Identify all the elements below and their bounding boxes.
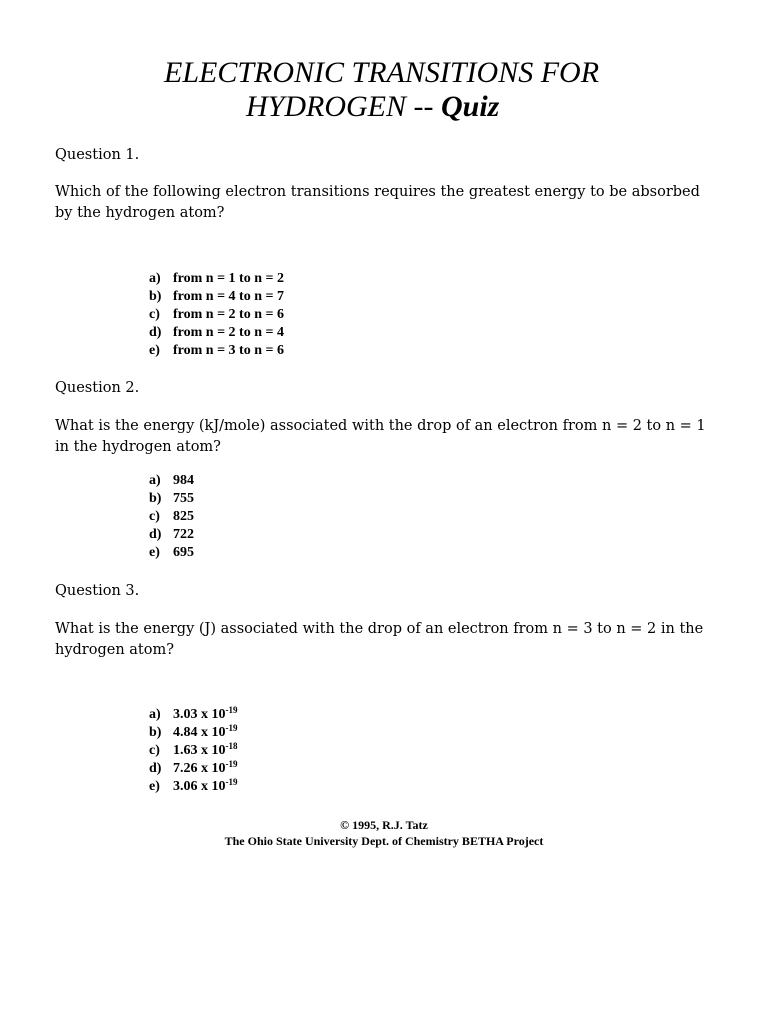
option-exponent: -19 (225, 759, 238, 769)
option-letter: e) (149, 545, 160, 560)
question-2-options (149, 472, 194, 562)
option-exponent: -19 (225, 777, 238, 787)
question-2-text-line-2: in the hydrogen atom? (55, 439, 221, 455)
option-text: 825 (173, 509, 194, 524)
question-2-option-d (149, 526, 194, 544)
option-text: 3.06 x 10 (173, 779, 226, 794)
option-text: from n = 1 to n = 2 (173, 271, 284, 286)
option-letter: d) (149, 527, 162, 542)
question-1-option-d (149, 324, 284, 342)
question-2-option-c (149, 508, 194, 526)
footer-institution: The Ohio State University Dept. of Chemistry BETHA Project (224, 834, 544, 848)
question-2-option-e (149, 544, 194, 562)
question-2-option-a (149, 472, 194, 490)
option-text: from n = 2 to n = 6 (173, 307, 284, 322)
option-letter: c) (149, 743, 160, 758)
question-3-label: Question 3. (55, 583, 140, 599)
option-letter: b) (149, 289, 162, 304)
question-1-text-line-2: by the hydrogen atom? (55, 205, 225, 221)
option-letter: d) (149, 325, 162, 340)
option-letter: a) (149, 707, 161, 722)
option-text: from n = 3 to n = 6 (173, 343, 284, 358)
option-text: 7.26 x 10 (173, 761, 226, 776)
question-3-option-e (149, 778, 238, 796)
question-2-option-b (149, 490, 194, 508)
question-1-option-c (149, 306, 284, 324)
option-text: 695 (173, 545, 194, 560)
option-text: 1.63 x 10 (173, 743, 226, 758)
title-line-2-prefix: HYDROGEN -- (246, 90, 441, 123)
option-letter: c) (149, 509, 160, 524)
question-3-options (149, 706, 238, 796)
option-text: 755 (173, 491, 194, 506)
question-1-option-a (149, 270, 284, 288)
option-letter: b) (149, 491, 162, 506)
question-1-option-e (149, 342, 284, 360)
question-1-label: Question 1. (55, 147, 140, 163)
question-2-label: Question 2. (55, 380, 140, 396)
question-3-option-a (149, 706, 238, 724)
title-quiz-word: Quiz (441, 90, 500, 123)
question-3-option-b (149, 724, 238, 742)
title-line-1: ELECTRONIC TRANSITIONS FOR (164, 56, 600, 89)
option-text: 4.84 x 10 (173, 725, 226, 740)
question-3-option-d (149, 760, 238, 778)
question-1-text-line-1: Which of the following electron transitions requires the greatest energy to be absorbed (55, 184, 700, 200)
option-letter: b) (149, 725, 162, 740)
option-text: 3.03 x 10 (173, 707, 226, 722)
option-text: 984 (173, 473, 194, 488)
question-3-text-line-1: What is the energy (J) associated with the drop of an electron from n = 3 to n = 2 in the (55, 621, 704, 637)
footer (0, 817, 768, 849)
option-text: from n = 4 to n = 7 (173, 289, 284, 304)
option-letter: e) (149, 343, 160, 358)
question-3-text-line-2: hydrogen atom? (55, 642, 175, 658)
option-text: 722 (173, 527, 194, 542)
question-3-option-c (149, 742, 238, 760)
option-exponent: -18 (225, 741, 238, 751)
question-1-option-b (149, 288, 284, 306)
option-exponent: -19 (225, 705, 238, 715)
option-letter: a) (149, 271, 161, 286)
option-letter: d) (149, 761, 162, 776)
question-1-options (149, 270, 284, 360)
option-letter: c) (149, 307, 160, 322)
question-2-text-line-1: What is the energy (kJ/mole) associated with the drop of an electron from n = 2 to n = 1 (55, 418, 706, 434)
option-text: from n = 2 to n = 4 (173, 325, 284, 340)
option-letter: e) (149, 779, 160, 794)
option-letter: a) (149, 473, 161, 488)
title-line-2 (246, 90, 499, 124)
option-exponent: -19 (225, 723, 238, 733)
footer-copyright: © 1995, R.J. Tatz (340, 818, 428, 832)
